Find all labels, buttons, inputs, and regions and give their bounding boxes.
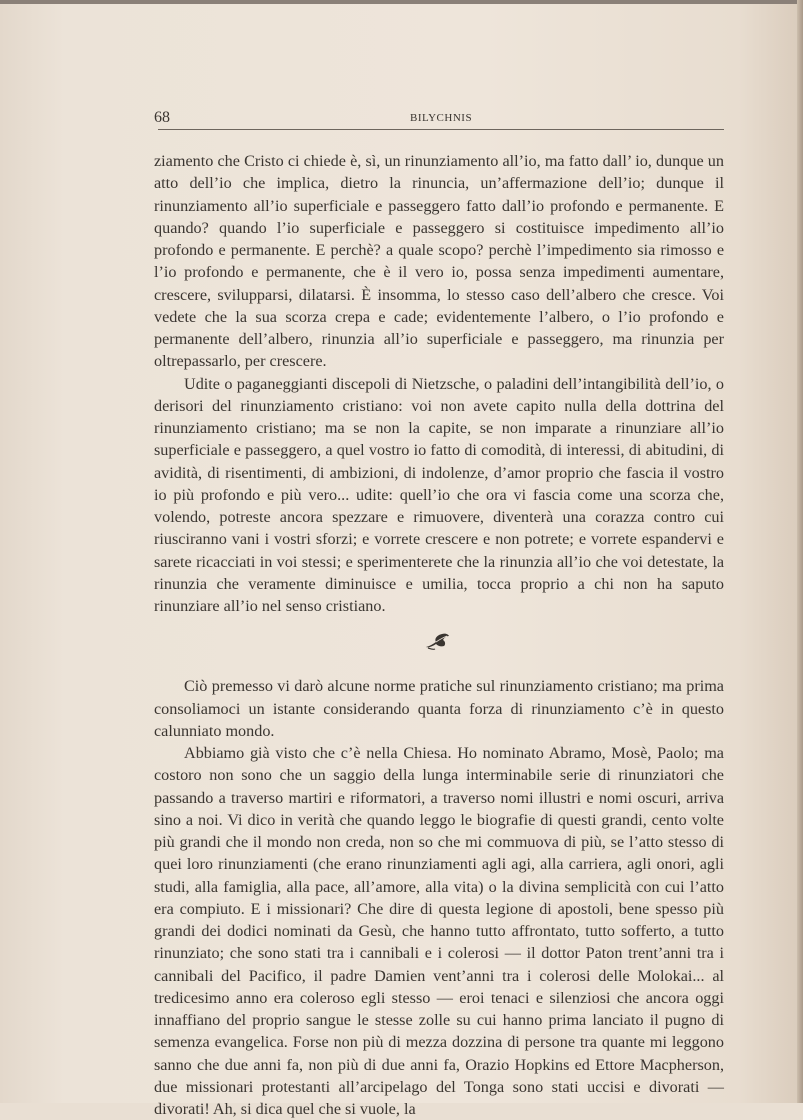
section-ornament [154,617,724,675]
running-header [154,109,724,129]
running-title: BILYCHNIS [410,112,473,124]
paragraph-1: ziamento che Cristo ci chiede è, sì, un rinunziamento all’io, ma fatto dall’ io, dunque un atto dell’io che implica, dietro la rinuncia, un’affermazione dell’io; dunque il rinunziamento all’io superficiale e passeggero fatto dall’io profondo e permanente. E quando? quando l’io superficiale e passeggero si costituisce impedimento all’io profondo e permanente. E perchè? a quale scopo? perchè l’impedimento sia rimosso e l’io profondo e permanente, che è il vero io, possa senza impedimenti aumentare, crescere, svilupparsi, dilatarsi. È insomma, lo stesso caso dell’albero che cresce. Voi vedete che la sua scorza crepa e cade; evidentemente l’albero, o l’io profondo e permanente dell’albero, rinunzia all’io superficiale e passeggero, ma rinunzia per oltrepassarlo, per crescere. [154,152,724,371]
page-number: 68 [154,109,170,126]
leaf-fleuron-icon [424,631,450,651]
paragraph-4: Abbiamo già visto che c’è nella Chiesa. Ho nominato Abramo, Mosè, Paolo; ma costoro non sono che un saggio della lunga interminabile serie di rinunziatori che passando a traverso martiri e riformatori, a traverso nomi illustri e nomi oscuri, arriva sino a noi. Vi dico in verità che quando leggo le biografie di questi grandi, cento volte più grandi che il mondo non creda, non so che mi commuova di più, se l’atto stesso di quei loro rinunziamenti (che erano rinunziamenti agli agi, alla carriera, agli onori, agli studi, alla famiglia, alla pace, all’amore, alla vita) o la divina semplicità con cui l’atto era compiuto. E i missionari? Che dire di questa legione di apostoli, bene spesso più grandi dei dodici nominati da Gesù, che hanno tutto affrontato, tutto sofferto, a tutto rinunziato; che sono stati tra i cannibali e i colerosi — il dottor Paton trent’anni tra i cannibali del Pacifico, il padre Damien vent’anni tra i colerosi delle Molokai... al tredicesimo anno era coleroso egli stesso — eroi tenaci e silenziosi che ancora oggi innaffiano del proprio sangue le stesse zolle su cui hanno prima lanciato il pugno di semenza evangelica. Forse non più di mezza dozzina di persone tra quante mi leggono sanno che due anni fa, non più di due anni fa, Orazio Hopkins ed Ettore Macpherson, due missionari protestanti all’arcipelago del Tonga sono stati uccisi e divorati — divorati! Ah, si dica quel che si vuole, la [154,744,724,1118]
paragraph-3: Ciò premesso vi darò alcune norme pratiche sul rinunziamento cristiano; ma prima consoliamoci un istante considerando quanta forza di rinunziamento c’è in questo calunniato mondo. [154,677,724,740]
paragraph-2: Udite o paganeggianti discepoli di Nietzsche, o paladini dell’intangibilità dell’io, o derisori del rinunziamento cristiano: voi non avete capito nulla della dottrina del rinunziamento cristiano; ma se non la capite, se non imparate a rinunziare all’io superficiale e passeggero, a quel vostro io fatto di comodità, di interessi, di abitudini, di avidità, di risentimenti, di ambizioni, di indolenze, d’amor proprio che fascia il vostro io più profondo e più vero... udite: quell’io che ora vi fascia come una scorza che, volendo, potreste ancora spezzare e rimuovere, diventerà una corazza contro cui riusciranno vani i vostri sforzi; e vorrete crescere e non potrete; e vorrete espandervi e sarete ricacciati in voi stessi; e sperimenterete che la rinunzia all’io che voi detestate, la rinunzia che veramente diminuisce e umilia, tocca proprio a chi non ha saputo rinunziare all’io nel senso cristiano. [154,374,724,615]
body-text [154,150,724,1120]
header-rule [158,129,724,130]
page-top-edge [0,0,803,4]
page-right-edge [797,0,803,1103]
